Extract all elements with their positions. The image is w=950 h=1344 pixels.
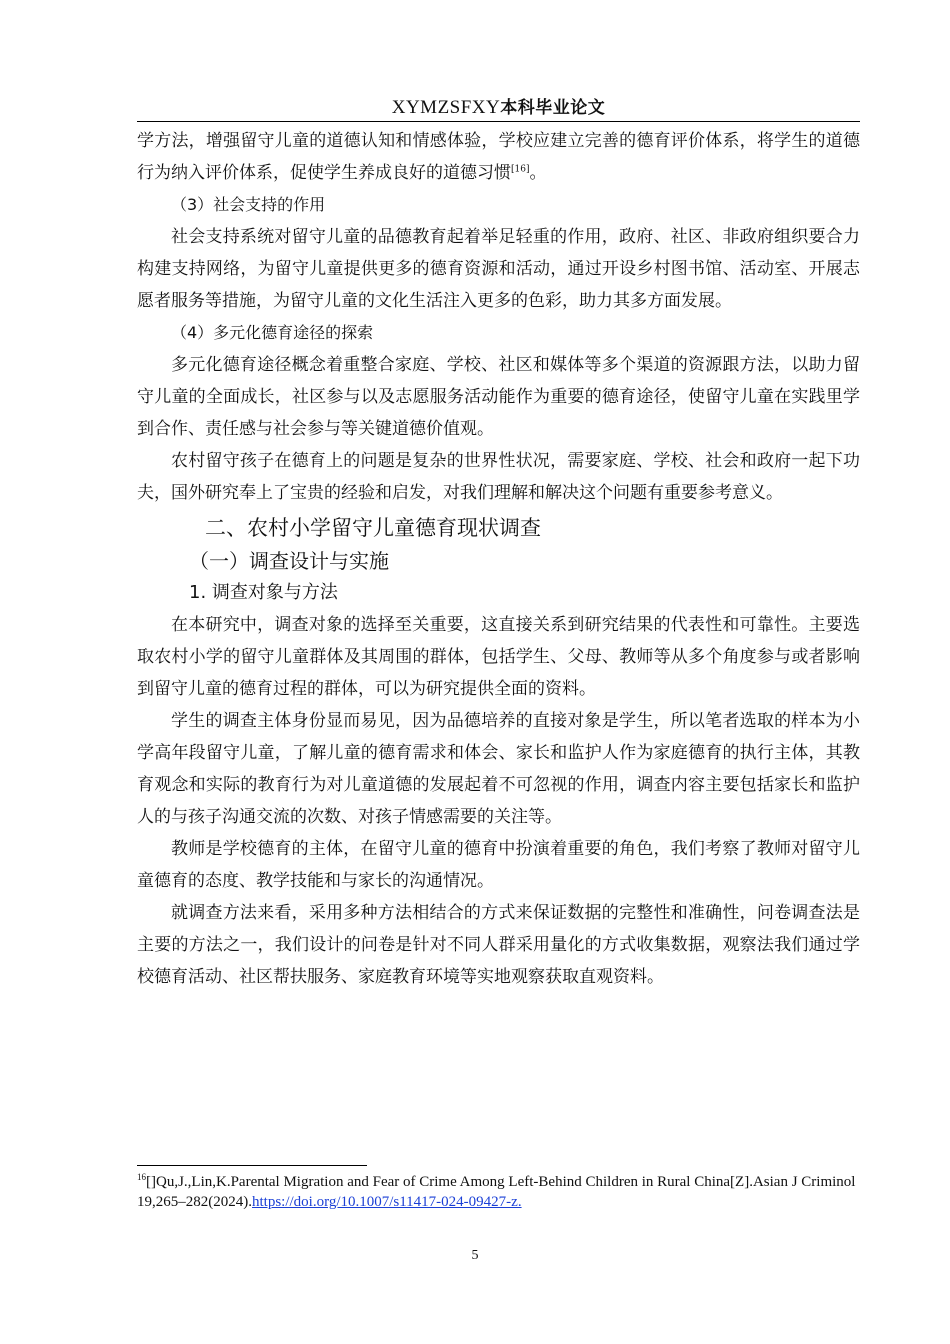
paragraph: 教师是学校德育的主体，在留守儿童的德育中扮演着重要的角色，我们考察了教师对留守儿童德育的态度、教学技能和与家长的沟通情况。 (137, 839, 860, 891)
running-header (137, 96, 860, 120)
paragraph: 学生的调查主体身份显而易见，因为品德培养的直接对象是学生，所以笔者选取的样本为小学高年段留守儿童，了解儿童的德育需求和体会、家长和监护人作为家庭德育的执行主体，其教育观念和实际的教育行为对儿童道德的发展起着不可忽视的作用，调查内容主要包括家长和监护人的与孩子沟通交流的次数、对孩子情感需要的关注等。 (137, 711, 860, 827)
footnote-mark: 16 (137, 1172, 146, 1182)
page-body (137, 125, 860, 993)
page-number: 5 (471, 1248, 479, 1263)
citation-ref[interactable]: [16] (511, 164, 530, 175)
subheading-diversified-paths: （4）多元化德育途径的探索 (171, 323, 374, 342)
paragraph: 多元化德育途径概念着重整合家庭、学校、社区和媒体等多个渠道的资源跟方法，以助力留守儿童的全面成长，社区参与以及志愿服务活动能作为重要的德育途径，使留守儿童在实践里学到合作、责任感与社会参与等关键道德价值观。 (137, 355, 860, 439)
subsection-heading: （一）调查设计与实施 (189, 549, 389, 573)
header-title: 本科毕业论文 (500, 98, 606, 118)
footnote-doi-link[interactable]: https://doi.org/10.1007/s11417-024-09427-z. (252, 1194, 522, 1210)
paragraph-continued (137, 125, 860, 189)
paragraph: 农村留守孩子在德育上的问题是复杂的世界性状况，需要家庭、学校、社会和政府一起下功夫，国外研究奉上了宝贵的经验和启发，对我们理解和解决这个问题有重要参考意义。 (137, 451, 860, 503)
section-heading: 二、农村小学留守儿童德育现状调查 (205, 516, 541, 540)
paragraph-end: 。 (529, 163, 547, 183)
header-rule (137, 121, 860, 122)
footnote (137, 1172, 860, 1212)
footnote-text: []Qu,J.,Lin,K.Parental Migration and Fear of Crime Among Left-Behind Children in Rural China[Z].Asian J Criminol 19,265–282(2024). (137, 1174, 856, 1210)
footnote-separator (137, 1165, 367, 1166)
paragraph: 在本研究中，调查对象的选择至关重要，这直接关系到研究结果的代表性和可靠性。主要选取农村小学的留守儿童群体及其周围的群体，包括学生、父母、教师等从多个角度参与或者影响到留守儿童的德育过程的群体，可以为研究提供全面的资料。 (137, 615, 860, 699)
paragraph: 就调查方法来看，采用多种方法相结合的方式来保证数据的完整性和准确性，问卷调查法是主要的方法之一，我们设计的问卷是针对不同人群采用量化的方式收集数据，观察法我们通过学校德育活动、社区帮扶服务、家庭教育环境等实地观察获取直观资料。 (137, 903, 860, 987)
subsubsection-heading: 1. 调查对象与方法 (189, 582, 338, 603)
paragraph-text: 学方法，增强留守儿童的道德认知和情感体验，学校应建立完善的德育评价体系，将学生的道德行为纳入评价体系，促使学生养成良好的道德习惯 (137, 131, 860, 183)
header-latin: XYMZSFXY (391, 97, 501, 118)
subheading-social-support: （3）社会支持的作用 (171, 195, 326, 214)
paragraph: 社会支持系统对留守儿童的品德教育起着举足轻重的作用，政府、社区、非政府组织要合力构建支持网络，为留守儿童提供更多的德育资源和活动，通过开设乡村图书馆、活动室、开展志愿者服务等措施，为留守儿童的文化生活注入更多的色彩，助力其多方面发展。 (137, 227, 860, 311)
